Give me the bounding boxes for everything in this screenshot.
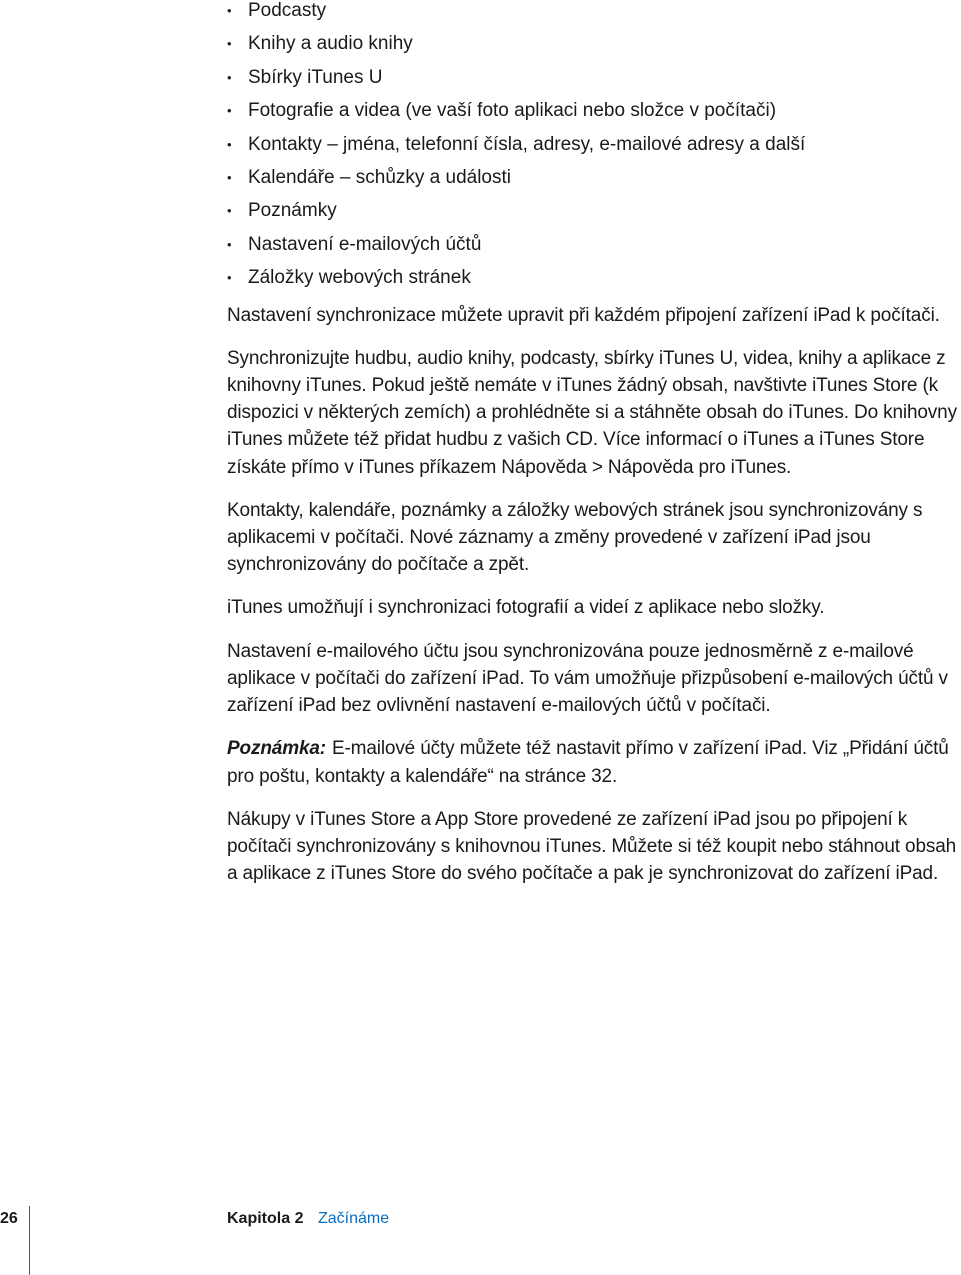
list-item: • Kontakty – jména, telefonní čísla, adresy, e-mailové adresy a další	[227, 128, 961, 161]
note-label: Poznámka:	[227, 738, 326, 760]
list-item: • Sbírky iTunes U	[227, 61, 961, 94]
list-item: • Kalendáře – schůzky a události	[227, 161, 961, 194]
page-number: 26	[0, 1210, 18, 1227]
chapter-label: Kapitola 2	[227, 1210, 304, 1227]
page-content	[227, 0, 961, 887]
footer-divider	[29, 1206, 30, 1275]
list-item: • Záložky webových stránek	[227, 261, 961, 294]
list-item: • Poznámky	[227, 194, 961, 227]
paragraph-sync-settings: Nastavení synchronizace můžete upravit při každém připojení zařízení iPad k počítači.	[227, 304, 940, 326]
paragraph-sync-contacts: Kontakty, kalendáře, poznámky a záložky webových stránek jsou synchronizovány s aplikacemi v počítači. Nové záznamy a změny provedené v zařízení iPad jsou synchronizovány do počítače a zpět.	[227, 499, 923, 576]
list-item: • Podcasty	[227, 0, 961, 27]
paragraph-sync-media: Synchronizujte hudbu, audio knihy, podcasty, sbírky iTunes U, videa, knihy a aplikace z knihovny iTunes. Pokud ještě nemáte v iTunes žádný obsah, navštivte iTunes Store (k dispozici v některých zemích) a prohlédněte si a stáhněte obsah do iTunes. Do knihovny iTunes můžete též přidat hudbu z vašich CD. Více informací o iTunes a iTunes Store získáte přímo v iTunes příkazem Nápověda > Nápověda pro iTunes.	[227, 347, 957, 478]
paragraph-sync-purchases: Nákupy v iTunes Store a App Store provedené ze zařízení iPad jsou po připojení k počítači synchronizovány s knihovnou iTunes. Můžete si též koupit nebo stáhnout obsah a aplikace z iTunes Store do svého počítače a pak je synchronizovat do zařízení iPad.	[227, 808, 957, 885]
paragraph-sync-photos: iTunes umožňují i synchronizaci fotograﬁí a videí z aplikace nebo složky.	[227, 597, 825, 619]
paragraph-sync-email: Nastavení e-mailového účtu jsou synchronizována pouze jednosměrně z e-mailové aplikace v počítači do zařízení iPad. To vám umožňuje přizpůsobení e-mailových účtů v zařízení iPad bez ovlivnění nastavení e-mailových účtů v počítači.	[227, 640, 948, 717]
sync-items-list	[227, 0, 961, 295]
list-item: • Knihy a audio knihy	[227, 27, 961, 60]
note-text: E-mailové účty můžete též nastavit přímo v zařízení iPad. Viz „Přidání účtů pro poštu, kontakty a kalendáře“ na stránce 32.	[227, 738, 949, 787]
chapter-title-link[interactable]: Začínáme	[318, 1210, 390, 1227]
list-item: • Fotograﬁe a videa (ve vaší foto aplikaci nebo složce v počítači)	[227, 94, 961, 127]
list-item: • Nastavení e-mailových účtů	[227, 228, 961, 261]
note-paragraph	[227, 735, 961, 789]
page-footer	[0, 1206, 961, 1275]
